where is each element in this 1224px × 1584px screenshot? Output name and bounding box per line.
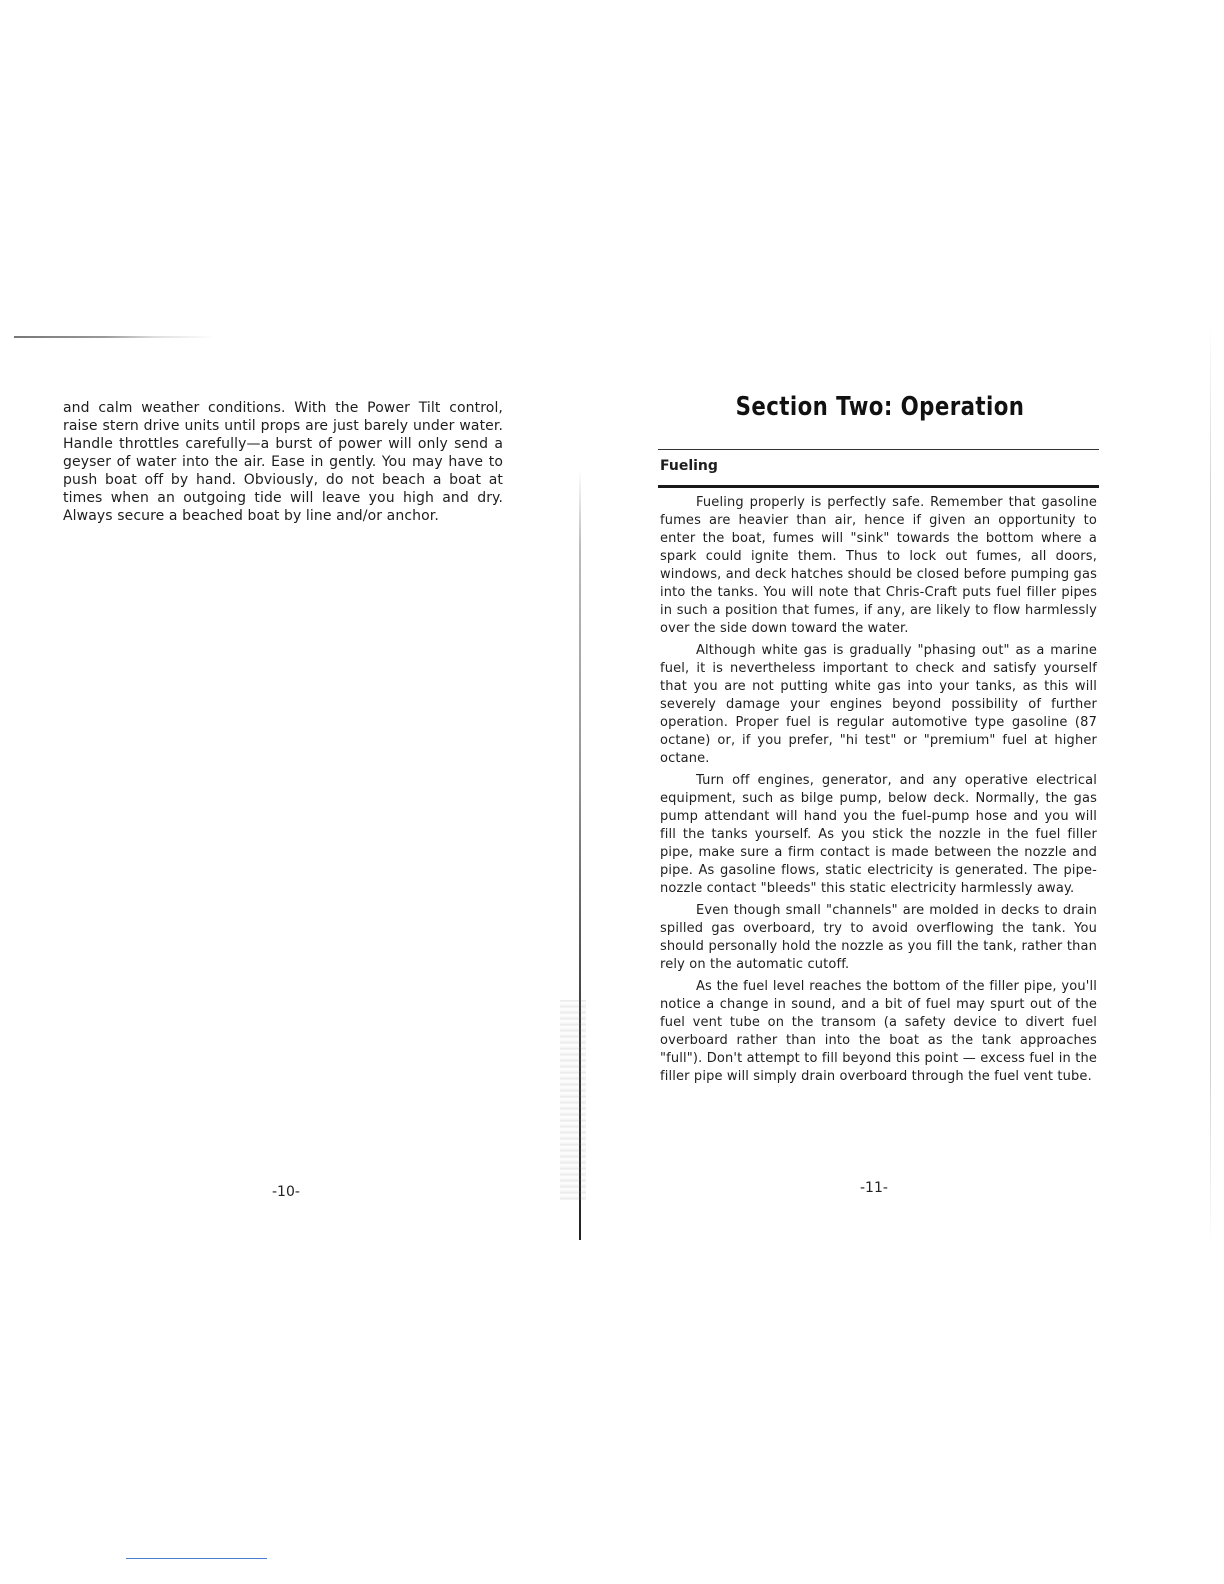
page-edge-line bbox=[1210, 320, 1211, 1250]
left-page-number: -10- bbox=[272, 1184, 300, 1200]
title-divider bbox=[658, 449, 1099, 450]
section-title: Section Two: Operation bbox=[735, 392, 1025, 422]
paragraph: Although white gas is gradually "phasing out" as a marine fuel, it is nevertheless important to check and satisfy yourself that you are not putting white gas into your tanks, as this will severely damage your engines beyond possibility of further operation. Proper fuel is regular automotive type gasoline (87 octane) or, if you prefer, "hi test" or "premium" fuel at higher octane. bbox=[660, 643, 1097, 766]
right-page-number: -11- bbox=[860, 1180, 888, 1196]
gutter-scan-noise bbox=[560, 1000, 586, 1200]
paragraph: As the fuel level reaches the bottom of the filler pipe, you'll notice a change in sound, and a bit of fuel may spurt out of the fuel vent tube on the transom (a safety device to divert fuel overboard rather than into the boat as the tank approaches "full"). Don't attempt to fill beyond this point — excess fuel in the filler pipe will simply drain overboard through the fuel vent tube. bbox=[660, 979, 1097, 1084]
scan-artifact-line bbox=[14, 336, 214, 338]
paragraph: Turn off engines, generator, and any operative electrical equipment, such as bilge pump, below deck. Normally, the gas pump attendant will hand you the fuel-pump hose and you will fill the tanks yourself. As you stick the nozzle in the fuel filler pipe, make sure a firm contact is made between the nozzle and pipe. As gasoline flows, static electricity is generated. The pipe-nozzle contact "bleeds" this static electricity harmlessly away. bbox=[660, 773, 1097, 896]
left-page bbox=[63, 399, 503, 525]
footer-underline bbox=[126, 1558, 267, 1559]
subheading-rule bbox=[658, 485, 1099, 488]
left-page-text: and calm weather conditions. With the Power Tilt control, raise stern drive units until props are just barely under water. Handle throttles carefully—a burst of power will only send a geyser of water into the air. Ease in gently. You may have to push boat off by hand. Obviously, do not beach a boat at times when an outgoing tide will leave you high and dry. Always secure a beached boat by line and/or anchor. bbox=[63, 400, 503, 524]
subheading-fueling: Fueling bbox=[660, 458, 718, 474]
paragraph: Fueling properly is perfectly safe. Remember that gasoline fumes are heavier than air, hence if given an opportunity to enter the boat, fumes will "sink" towards the bottom where a spark could ignite them. Thus to lock out fumes, all doors, windows, and deck hatches should be closed before pumping gas into the tanks. You will note that Chris-Craft puts fuel filler pipes in such a position that fumes, if any, are likely to flow harmlessly over the side down toward the water. bbox=[660, 495, 1097, 636]
paragraph: Even though small "channels" are molded in decks to drain spilled gas overboard, try to avoid overflowing the tank. You should personally hold the nozzle as you fill the tank, rather than rely on the automatic cutoff. bbox=[660, 903, 1097, 972]
right-page-body bbox=[660, 494, 1097, 1090]
